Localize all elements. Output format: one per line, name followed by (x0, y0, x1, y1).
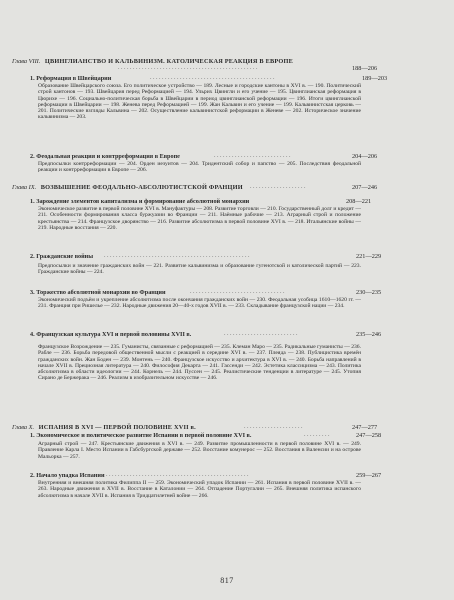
section-pages: 247—258 (356, 432, 382, 439)
chapter-label: Глава VIII. (12, 58, 41, 65)
section-body: Внутренняя и внешняя политика Филиппа II — 259. Экономический упадок Испании — 261. Испания в первой половине XVII в. — 263. Народные движения в XVII в. Восстание в Каталонии — 264. Отпадение Португалии — 265. Внешняя политика испанского абсолютизма в начале XVII в. Испания в Тридцатилетней войне — 266. (38, 480, 361, 499)
section-body: Французское Возрождение — 235. Гуманисты, связанные с реформацией — 235. Клеман Маро — 235. Радикальные гуманисты — 236. Рабле — 236. Борьба передовой общественной мысли с реакцией в середине XVI в. — 237. Плеяда — 238. Публицистика времён гражданских войн. Жан Боден — 239. Монтень — 240. Французское искусство и архитектура в XVI в. — 240. Борьба направлений в начале XVII в. Прециозная литература — 240. Философия Декарта — 241. Гассенди — 242. Эстетика классицизма — 243. Политика абсолютизма в области идеологии — 244. Корнель — 244. Пуссен — 245. Реалистические тенденции в литературе — 245. Утопия Сирано де Бержерака — 246. Реализм в изобразительном искусстве — 246. (38, 344, 361, 382)
chapter-title: ВОЗВЫШЕНИЕ ФЕОДАЛЬНО-АБСОЛЮТИСТСКОЙ ФРАНЦИИ (40, 184, 243, 191)
dot-leader: . . . . . . . . . . . . . . . . . . . . . . . . . (224, 331, 298, 337)
dot-leader: . . . . . . . . . . . . . . . . . . . . (244, 424, 303, 430)
section-body: Аграрный строй — 247. Крестьянские движения в XVI в. — 249. Развитие промышленности в первой половине XVI в. — 249. Правление Карла I. Место Испании в Габсбургской державе — 252. Восстание комунерос — 252. Восстания в Валенсии и на острове Мальорка — 257. (38, 441, 361, 460)
dot-leader: . . . . . . . . . . . . . . . . . . . . . . . . . . (214, 153, 291, 159)
section-body: Экономический подъём и укрепление абсолютизма после окончания гражданских войн — 230. Феодальная усобица 1610—1620 гг. — 231. Франция при Ришелье — 232. Народные движения 20—40-х годов XVII в. — 233. Складывание французской нации — 234. (38, 297, 361, 310)
section-pages: 235—246 (356, 331, 382, 338)
section-title: 1. Зарождение элементов капитализма и формирование абсолютной монархии (30, 198, 250, 205)
dot-leader: . . . . . . . . . (304, 432, 330, 438)
section-pages: 189—203 (362, 75, 388, 82)
section-pages: 230—235 (356, 289, 382, 296)
section-pages: 204—206 (352, 153, 378, 160)
section-title: 1. Реформация в Швейцарии (30, 75, 112, 82)
chapter-pages: 188—206 (352, 65, 378, 72)
dot-leader: . . . . . . . . . . . . . . . . . . . . . . . . . . . . . . . . . . . . . . . . . . . . . . . . (106, 472, 249, 478)
section-title: 4. Французская культура XVI и первой половины XVII в. (30, 331, 192, 338)
section-body: Предпосылки и значение гражданских войн — 221. Развитие кальвинизма и образование гугенотской и католической партий — 223. Гражданские войны — 224. (38, 263, 361, 276)
dot-leader: . . . . . . . . . . . . . . . . . . . . . . . . . . . . . . . . (190, 289, 285, 295)
chapter-title: ИСПАНИЯ В XVI — ПЕРВОЙ ПОЛОВИНЕ XVII в. (38, 424, 196, 431)
page-number: 817 (220, 576, 234, 585)
chapter-label: Глава X. (12, 424, 35, 431)
chapter-label: Глава IX. (12, 184, 37, 191)
chapter-title: ЦВИНГЛИАНСТВО И КАЛЬВИНИЗМ. КАТОЛИЧЕСКАЯ РЕАКЦИЯ В ЕВРОПЕ (44, 58, 293, 65)
section-title: 2. Гражданские войны (30, 253, 94, 260)
section-pages: 259—267 (356, 472, 382, 479)
dot-leader: . . . . . . . . . . . . . . . . . . . (250, 184, 306, 190)
section-title: 1. Экономическое и политическое развитие Испании в первой половине XVI в. (30, 432, 252, 439)
section-title: 2. Феодальная реакция и контрреформация в Европе (30, 153, 180, 160)
section-body: Предпосылки контрреформации — 204. Орден иезуитов — 204. Тридентский собор и папство — 205. Последствия феодальной реакции и контрреформации в Европе — 206. (38, 161, 361, 174)
section-title: 3. Торжество абсолютной монархии во Франции (30, 289, 166, 296)
dot-leader: . . . . . . . . . . . . . . . . . . . . . . . . . . . . . . . . . . . . . . . . . . . . . . . . . (104, 253, 250, 259)
chapter-pages: 247—277 (352, 424, 378, 431)
chapter-pages: 207—246 (352, 184, 378, 191)
dot-leader: . . . . . . . . . . . . . . . . . . . . . . . . . . . . . . . . . . . . . . . . . . . . . . . (118, 65, 258, 71)
section-pages: 221—229 (356, 253, 382, 260)
section-pages: 208—221 (346, 198, 372, 205)
section-body: Образование Швейцарского союза. Его политическое устройство — 189. Лесные и городские кантоны в XVI в. — 190. Политический строй кантонов — 193. Швейцария перед Реформацией — 194. Ульрих Цвингли и его учение — 195. Цвинглианская реформация в Цюрихе — 196. Социально-политическая борьба в Швейцарии в период цвинглианской реформации — 196. Итоги цвинглианской реформации в Швейцарии — 198. Женева перед Реформацией — 199. Жан Кальвин и его учение — 199. Кальвинистская церковь — 201. Политические взгляды Кальвина — 202. Осуществление кальвинистской реформации в Женеве — 202. Историческое значение кальвинизма — 203. (38, 83, 361, 121)
dot-leader: . . . . . . . . . . . . . . . . . . . . . . . . . . . . . . . . . . . . . . . . . . (150, 75, 275, 81)
section-body: Экономическое развитие в первой половине XVI в. Мануфактуры — 208. Развитие торговли — 210. Государственный долг и кредит — 211. Особенности формирования класса буржуазии во Франции — 211. Наёмные рабочие — 213. Аграрный строй и положение крестьянства — 214. Французское дворянство — 216. Развитие абсолютизма в первой половине XVI в. — 218. Итальянские войны — 219. Народные восстания — 220. (38, 206, 361, 231)
section-title: 2. Начало упадка Испании (30, 472, 105, 479)
